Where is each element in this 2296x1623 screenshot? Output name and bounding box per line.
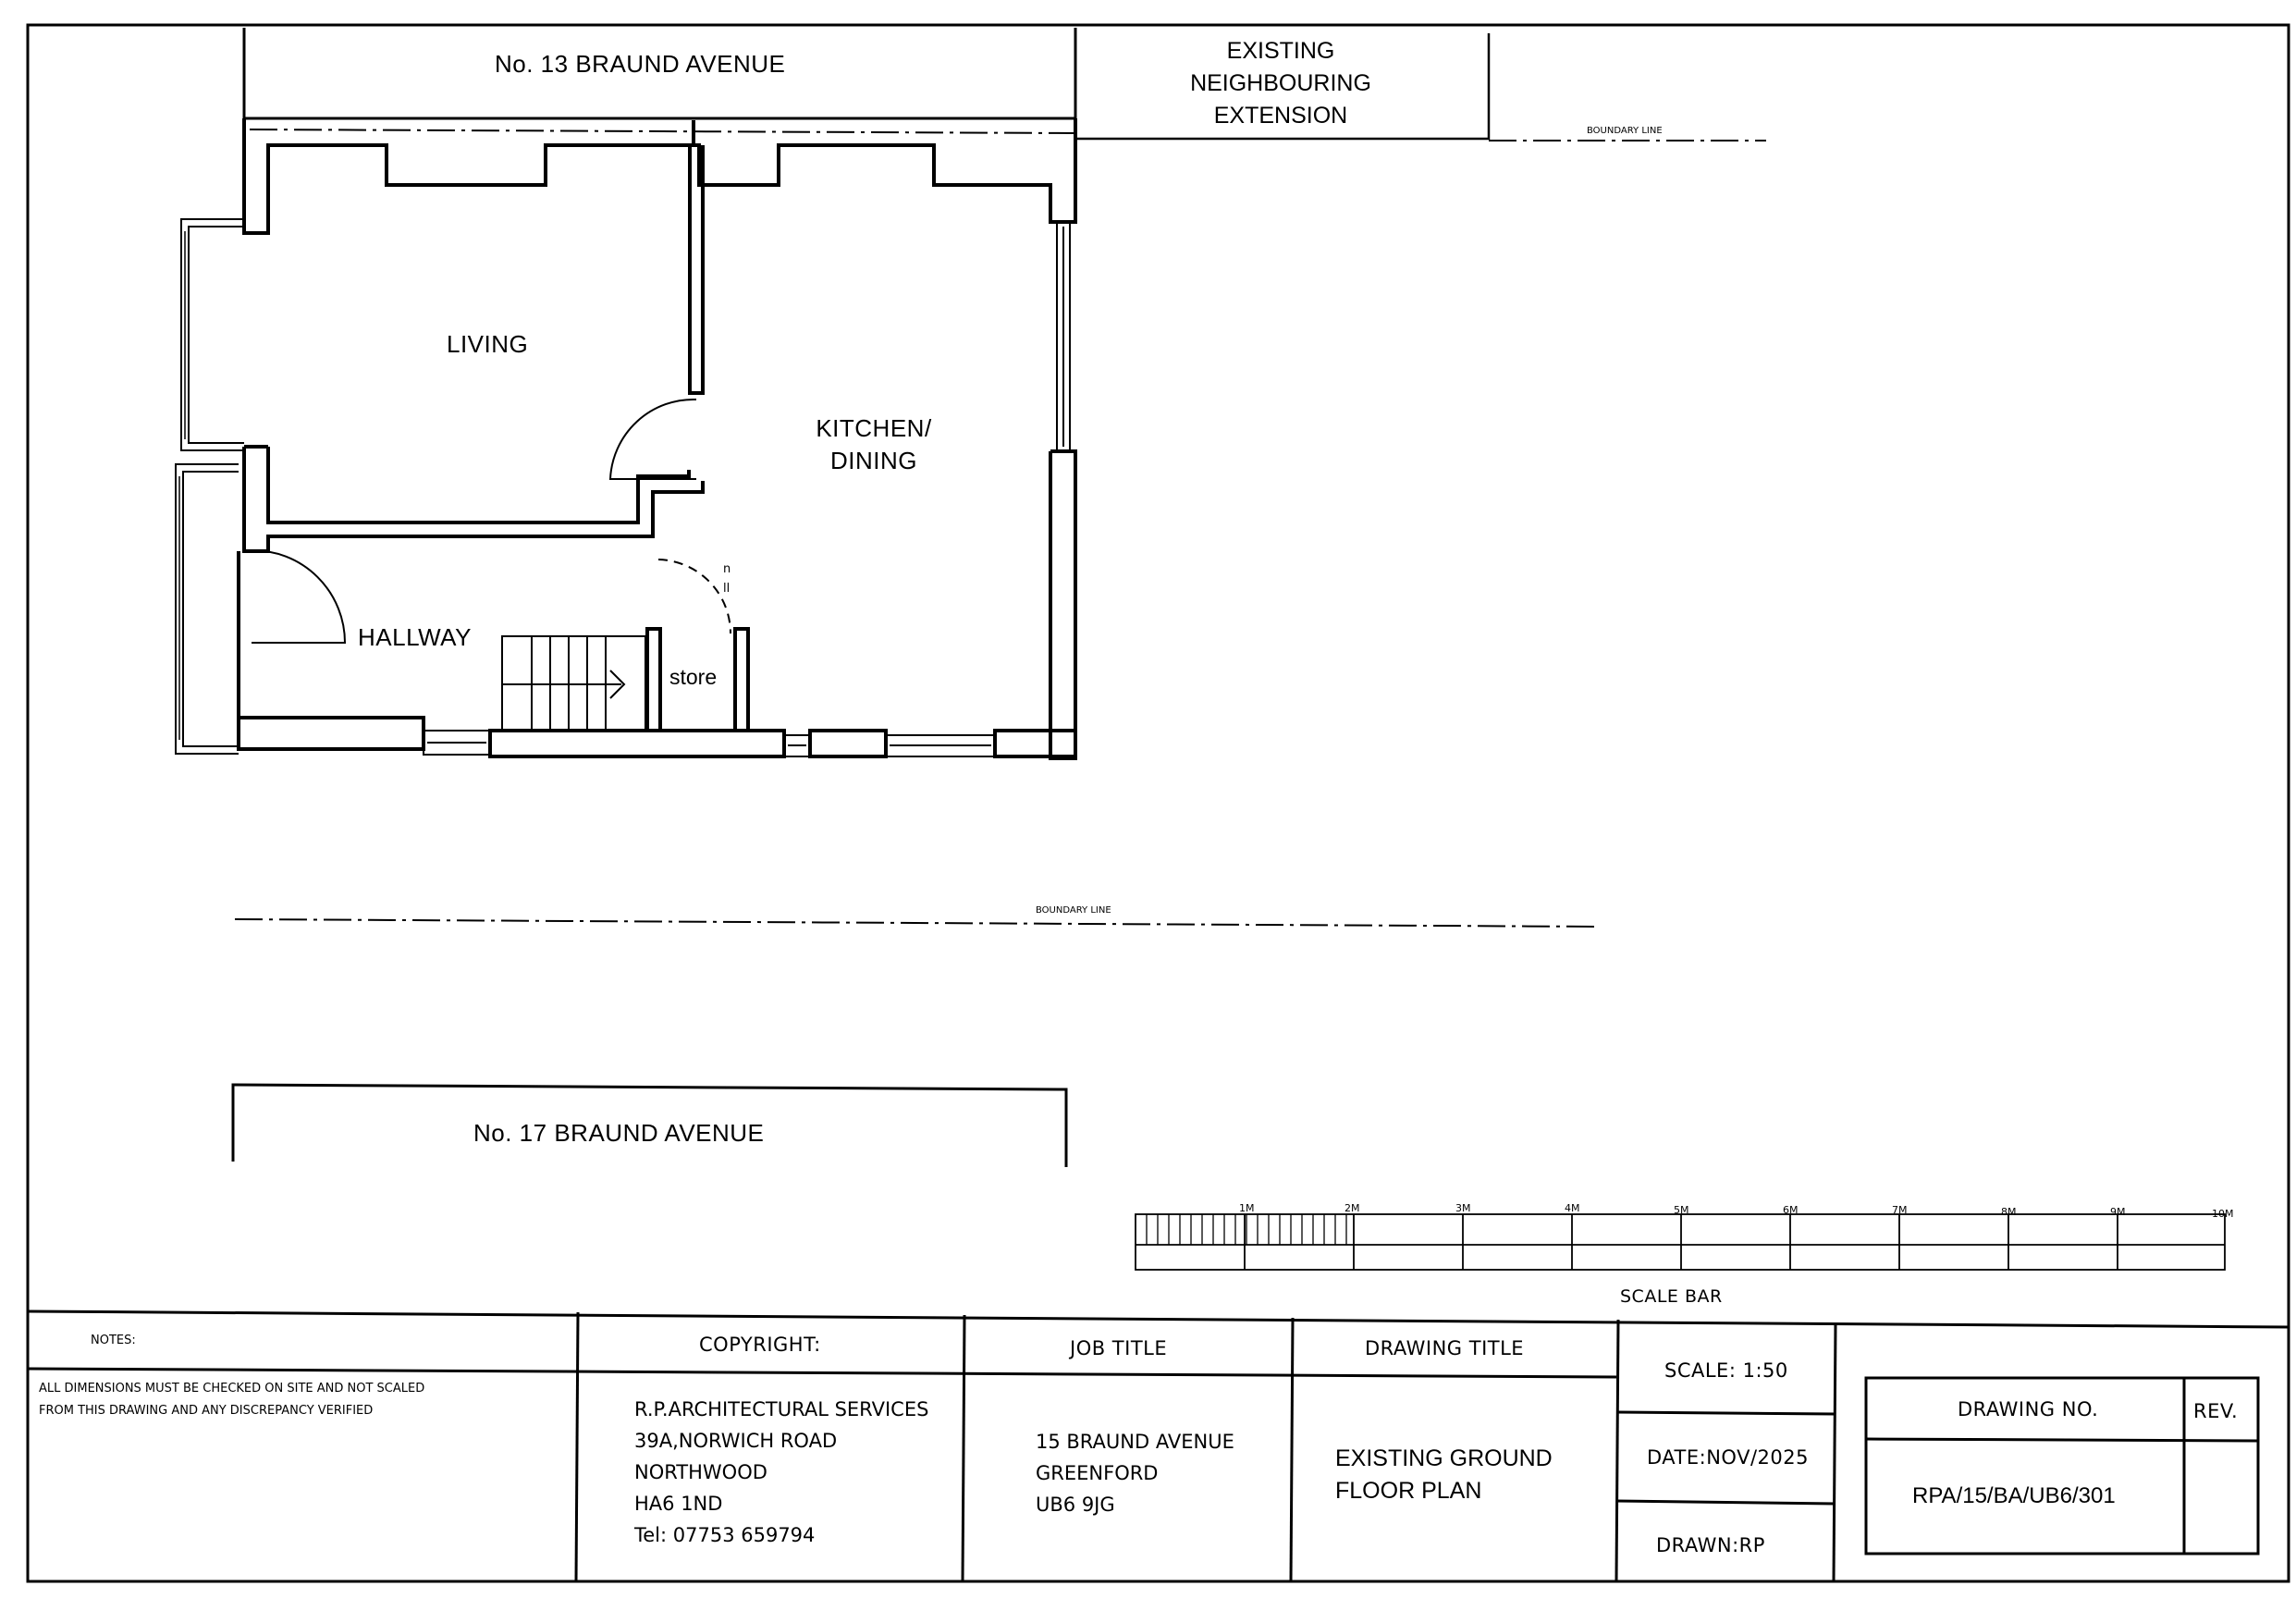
drawing-number: RPA/15/BA/UB6/301 [1912,1483,2116,1508]
neighbour-extension-label [1156,35,1406,132]
scale-tick-5m: 5M [1674,1204,1689,1216]
job-title-address [1036,1426,1234,1520]
scale-bar [1136,1214,2225,1270]
wall-north-kitchen [694,118,1075,222]
job-line-2: GREENFORD [1036,1462,1159,1484]
scale-tick-10m: 10M [2212,1208,2234,1220]
room-label-living: LIVING [447,330,529,358]
wall-store-east [735,629,748,731]
bay-window-living [181,219,244,450]
drawn-value: DRAWN:RP [1656,1534,1765,1556]
wall-north-living [244,118,694,233]
wall-store-west [647,629,660,731]
boundary-line-south [235,919,1600,927]
room-label-store: store [669,665,718,689]
copyright-line-2: 39A,NORWICH ROAD [634,1430,838,1452]
staircase [502,636,645,731]
scale-tick-2m: 2M [1344,1202,1360,1214]
scale-tick-4m: 4M [1565,1202,1580,1214]
copyright-address [634,1394,928,1551]
wall-south-living [244,447,703,551]
boundary-label-south: BOUNDARY LINE [1036,905,1111,916]
rev-heading: REV. [2193,1400,2239,1422]
job-title-heading: JOB TITLE [1070,1337,1168,1359]
wall-west-hallway [239,551,244,718]
scale-tick-7m: 7M [1892,1204,1908,1216]
copyright-line-4: HA6 1ND [634,1493,723,1515]
wall-south-centre [490,731,784,756]
bay-window-hallway [176,464,239,754]
job-line-3: UB6 9JG [1036,1494,1115,1516]
drawing-no-heading: DRAWING NO. [1958,1398,2099,1420]
drawing-title-heading: DRAWING TITLE [1365,1337,1525,1359]
scale-tick-3m: 3M [1455,1202,1471,1214]
wall-south-living-inner [268,447,689,523]
extension-line-2: NEIGHBOURING [1190,70,1371,96]
drawing-title-line-2: FLOOR PLAN [1335,1478,1482,1504]
notes-heading: NOTES: [91,1334,136,1347]
scale-tick-9m: 9M [2110,1206,2126,1218]
job-line-1: 15 BRAUND AVENUE [1036,1431,1234,1453]
kitchen-east-window [1057,222,1070,451]
scale-value: SCALE: 1:50 [1664,1359,1788,1382]
svg-text:n: n [723,562,731,576]
wall-south-pier [810,731,886,756]
drawing-title-line-1: EXISTING GROUND [1335,1445,1553,1471]
extension-line-3: EXTENSION [1213,103,1348,129]
svg-text:ll: ll [723,582,731,596]
room-label-hallway: HALLWAY [358,623,472,651]
wall-south-hallway [239,718,424,749]
notes-line-2: FROM THIS DRAWING AND ANY DISCREPANCY VERIFIED [39,1404,374,1418]
notes-line-1: ALL DIMENSIONS MUST BE CHECKED ON SITE AND NOT SCALED [39,1382,425,1396]
wall-east-kitchen [1050,451,1075,758]
door-store [658,559,731,633]
kitchen-line-2: DINING [830,447,917,474]
kitchen-line-1: KITCHEN/ [816,414,932,442]
boundary-label-north: BOUNDARY LINE [1587,126,1663,136]
date-value: DATE:NOV/2025 [1647,1446,1809,1469]
copyright-line-1: R.P.ARCHITECTURAL SERVICES [634,1398,929,1420]
door-living-kitchen [610,400,696,479]
front-windows [424,731,995,756]
scale-bar-caption: SCALE BAR [1620,1286,1723,1307]
drawing-title-text [1335,1443,1553,1507]
copyright-line-5: Tel: 07753 659794 [634,1524,816,1546]
copyright-line-3: NORTHWOOD [634,1461,767,1483]
scale-tick-1m: 1M [1239,1202,1255,1214]
door-hallway [252,550,345,643]
scale-tick-6m: 6M [1783,1204,1799,1216]
extension-line-1: EXISTING [1226,38,1335,64]
room-label-kitchen [804,412,943,477]
wall-south-kitchen [995,731,1075,756]
neighbour-13-label: No. 13 BRAUND AVENUE [495,50,786,78]
boundary-line-north-house [250,129,1075,133]
notes-text [39,1378,424,1422]
copyright-heading: COPYRIGHT: [699,1334,821,1356]
neighbour-17-label: No. 17 BRAUND AVENUE [473,1119,765,1147]
scale-tick-8m: 8M [2001,1206,2017,1218]
